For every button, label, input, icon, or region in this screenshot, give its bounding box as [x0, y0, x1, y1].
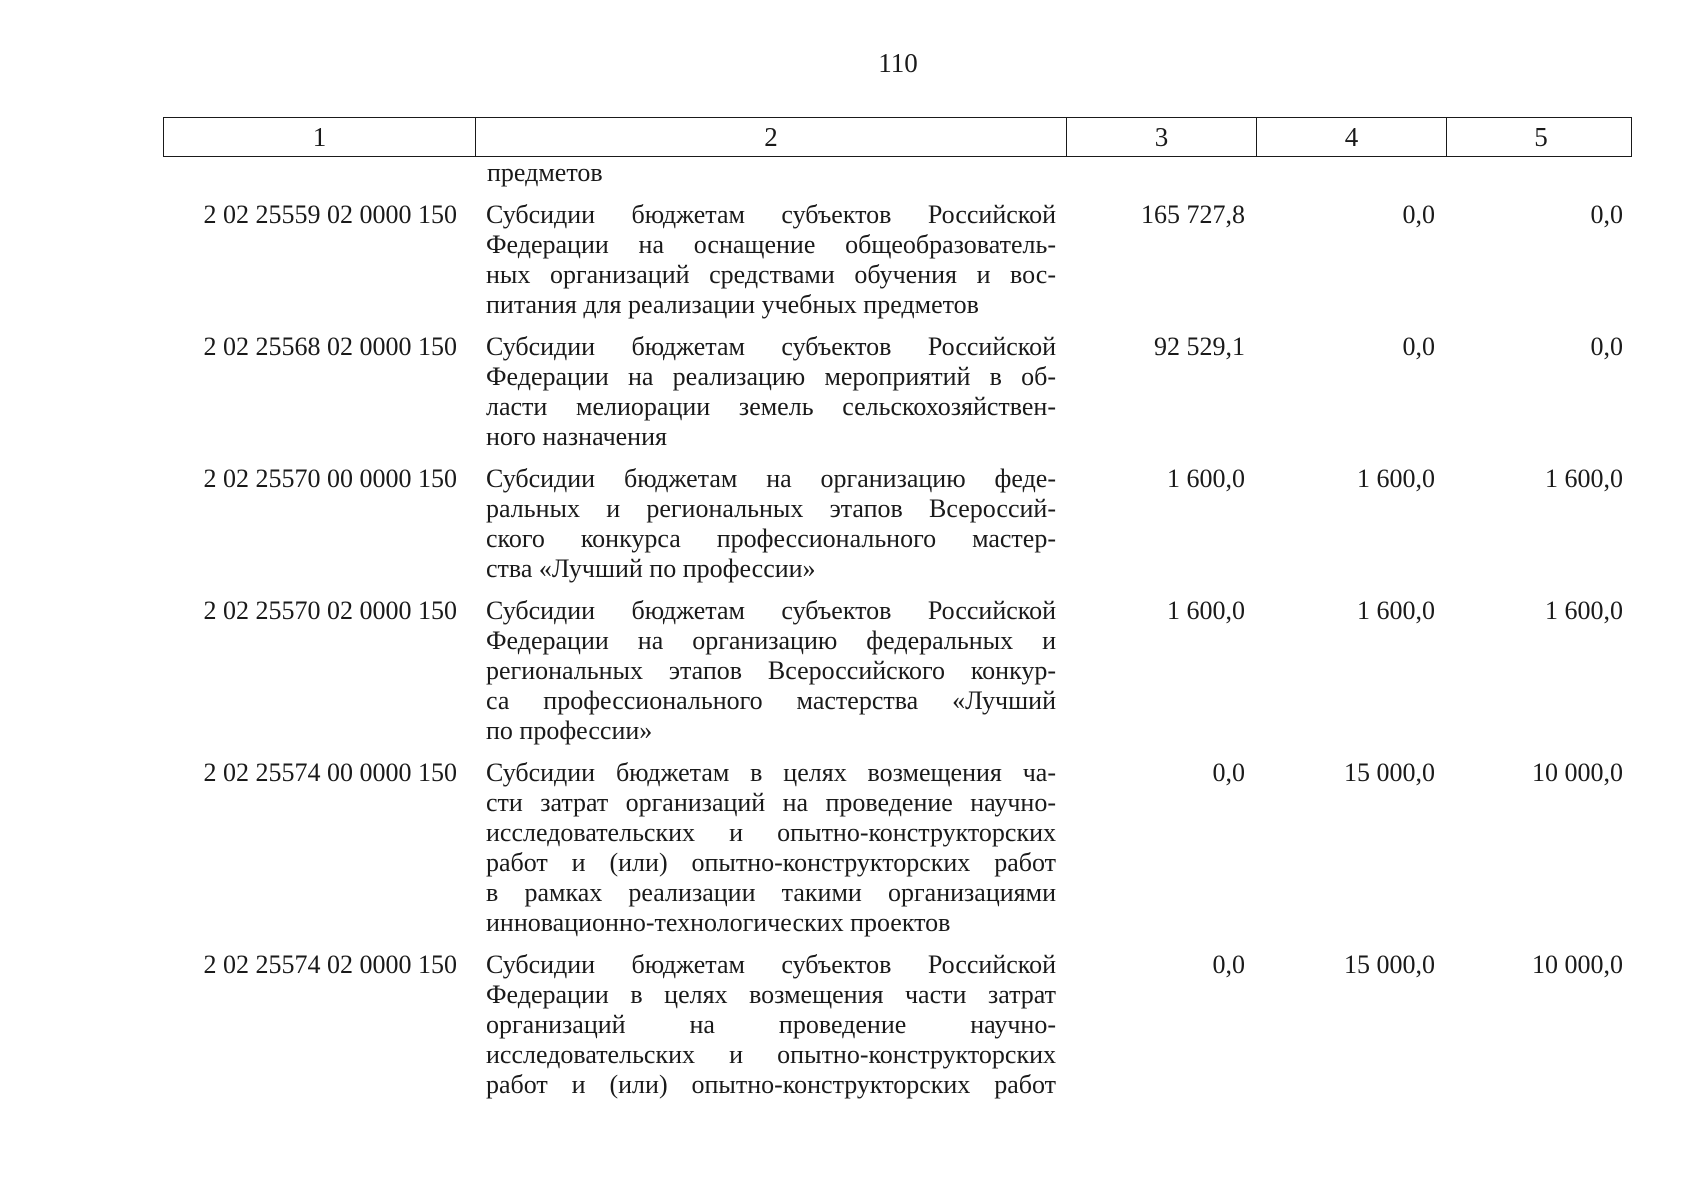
amount-column-5: 1 600,0	[1545, 464, 1623, 493]
amount-column-4: 0,0	[1402, 332, 1435, 361]
amount-column-3: 92 529,1	[1154, 332, 1245, 361]
description-line: ского конкурса профессионального мастер-	[486, 524, 1056, 553]
description-line: исследовательских и опытно-конструкторских	[486, 818, 1056, 847]
income-description	[475, 464, 1066, 584]
column-header-1: 1	[164, 118, 476, 156]
budget-code: 2 02 25568 02 0000 150	[203, 332, 457, 361]
amount-column-3: 165 727,8	[1141, 200, 1245, 229]
budget-code: 2 02 25559 02 0000 150	[203, 200, 457, 229]
column-header-2: 2	[476, 118, 1067, 156]
budget-code: 2 02 25574 00 0000 150	[203, 758, 457, 787]
description-line: ласти мелиорации земель сельскохозяйствен-	[486, 392, 1056, 421]
amount-column-3: 1 600,0	[1167, 596, 1245, 625]
description-line: Субсидии бюджетам субъектов Российской	[486, 200, 1056, 229]
income-description	[475, 950, 1066, 1100]
description-line: Федерации на реализацию мероприятий в об-	[486, 362, 1056, 391]
income-description	[475, 758, 1066, 938]
description-line: са профессионального мастерства «Лучший	[486, 686, 1056, 715]
amount-column-5: 0,0	[1590, 200, 1623, 229]
table-row	[163, 950, 1632, 1100]
income-description	[475, 596, 1066, 746]
description-line: питания для реализации учебных предметов	[486, 290, 979, 319]
amount-column-5: 1 600,0	[1545, 596, 1623, 625]
amount-column-3: 0,0	[1212, 758, 1245, 787]
amount-column-4: 1 600,0	[1357, 464, 1435, 493]
description-line: по профессии»	[486, 716, 653, 745]
column-header-4: 4	[1257, 118, 1447, 156]
budget-code: 2 02 25570 02 0000 150	[203, 596, 457, 625]
description-line: региональных этапов Всероссийского конкур-	[486, 656, 1056, 685]
amount-column-3: 0,0	[1212, 950, 1245, 979]
description-line: Федерации в целях возмещения части затрат	[486, 980, 1056, 1009]
amount-column-4: 15 000,0	[1344, 758, 1435, 787]
amount-column-5: 10 000,0	[1532, 758, 1623, 787]
description-line: ных организаций средствами обучения и вос-	[486, 260, 1056, 289]
amount-column-4: 0,0	[1402, 200, 1435, 229]
amount-column-4: 15 000,0	[1344, 950, 1435, 979]
description-line: работ и (или) опытно-конструкторских работ	[486, 848, 1056, 877]
budget-code: 2 02 25570 00 0000 150	[203, 464, 457, 493]
table-row	[163, 758, 1632, 938]
description-line: ства «Лучший по профессии»	[486, 554, 816, 583]
amount-column-4: 1 600,0	[1357, 596, 1435, 625]
table-row	[163, 332, 1632, 452]
description-line: Субсидии бюджетам субъектов Российской	[486, 332, 1056, 361]
description-line: работ и (или) опытно-конструкторских работ	[486, 1070, 1056, 1099]
continuation-text: предметов	[487, 158, 603, 187]
amount-column-3: 1 600,0	[1167, 464, 1245, 493]
description-line: Субсидии бюджетам субъектов Российской	[486, 950, 1056, 979]
description-line: в рамках реализации такими организациями	[486, 878, 1056, 907]
income-description	[475, 200, 1066, 320]
table-body	[163, 200, 1632, 1112]
table-row	[163, 464, 1632, 584]
description-line: Федерации на организацию федеральных и	[486, 626, 1056, 655]
description-line: Субсидии бюджетам субъектов Российской	[486, 596, 1056, 625]
description-line: инновационно-технологических проектов	[486, 908, 951, 937]
description-line: сти затрат организаций на проведение научно-	[486, 788, 1056, 817]
description-line: ральных и региональных этапов Всероссий-	[486, 494, 1056, 523]
column-header-3: 3	[1067, 118, 1257, 156]
description-line: Федерации на оснащение общеобразователь-	[486, 230, 1056, 259]
description-line: организаций на проведение научно-	[486, 1010, 1056, 1039]
table-header-row	[163, 117, 1632, 157]
description-line: исследовательских и опытно-конструкторских	[486, 1040, 1056, 1069]
page-number: 110	[878, 48, 918, 78]
income-description	[475, 332, 1066, 452]
budget-code: 2 02 25574 02 0000 150	[203, 950, 457, 979]
description-line: ного назначения	[486, 422, 667, 451]
description-line: Субсидии бюджетам в целях возмещения ча-	[486, 758, 1056, 787]
amount-column-5: 10 000,0	[1532, 950, 1623, 979]
column-header-5: 5	[1534, 122, 1548, 152]
table-row	[163, 596, 1632, 746]
amount-column-5: 0,0	[1590, 332, 1623, 361]
description-line: Субсидии бюджетам на организацию феде-	[486, 464, 1056, 493]
table-row	[163, 200, 1632, 320]
